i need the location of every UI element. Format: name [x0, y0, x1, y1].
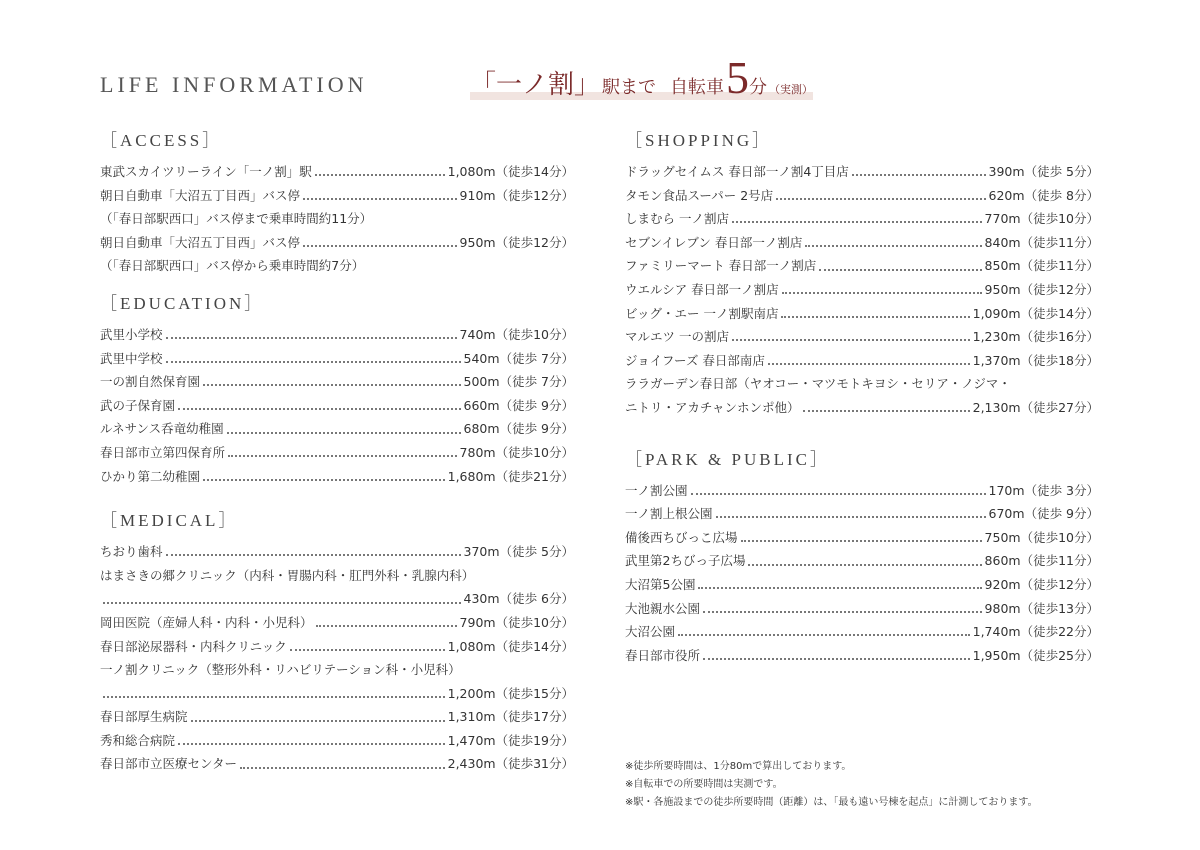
walk-time: （徒歩14分）: [495, 638, 574, 654]
facility-name: ジョイフーズ 春日部南店: [625, 352, 765, 368]
section-title-access: ［ACCESS］: [100, 131, 223, 150]
facility-name: 東武スカイツリーライン「一ノ割」駅: [100, 164, 312, 179]
list-item: [625, 302, 1099, 326]
walk-time: （徒歩25分）: [1020, 647, 1099, 663]
tagline-bike: 自転車: [670, 77, 725, 98]
dot-leader: [748, 563, 981, 566]
distance: 740m: [459, 326, 496, 342]
facility-name: 秀和総合病院: [100, 732, 176, 748]
distance: 1,200m: [447, 685, 496, 701]
list-item: [625, 573, 1099, 597]
distance: 540m: [463, 350, 500, 366]
facility-name: 一ノ割クリニック（整形外科・リハビリテーション科・小児科）: [100, 662, 461, 678]
facility-name: （「春日部駅西口」バス停から乗車時間約7分）: [100, 258, 365, 274]
list-item: [625, 160, 1099, 184]
dot-leader: [303, 197, 457, 200]
facility-name: 朝日自動車「大沼五丁目西」バス停: [100, 234, 301, 250]
dot-leader: [178, 407, 461, 410]
list-item: [100, 254, 574, 278]
distance: 910m: [459, 187, 496, 203]
facility-name: 岡田医院（産婦人科・内科・小児科）: [100, 614, 313, 630]
facility-name: 一ノ割公園: [625, 482, 688, 498]
distance: 790m: [459, 614, 496, 630]
list-item: [625, 254, 1099, 278]
distance: 840m: [984, 234, 1021, 250]
dot-leader: [803, 409, 970, 412]
walk-time: （徒歩 9分）: [499, 397, 574, 413]
distance: 770m: [984, 211, 1021, 227]
distance: 750m: [984, 529, 1021, 545]
facility-name: ドラッグセイムス 春日部一ノ割4丁目店: [625, 164, 849, 179]
facility-name: 春日部泌尿器科・内科クリニック: [100, 638, 287, 654]
walk-time: （徒歩10分）: [495, 614, 574, 630]
walk-time: （徒歩10分）: [495, 326, 574, 342]
dot-leader: [819, 268, 981, 271]
facility-name: 春日部市役所: [625, 647, 701, 663]
dot-leader: [191, 719, 445, 722]
list-item: [625, 479, 1099, 503]
dot-leader: [203, 383, 461, 386]
section-title-education: ［EDUCATION］: [100, 293, 265, 313]
walk-time: （徒歩31分）: [495, 756, 574, 772]
list-item: [625, 526, 1099, 550]
facility-name: 大沼公園: [625, 624, 676, 640]
distance: 850m: [984, 258, 1021, 274]
tagline-minutes: 5: [726, 52, 750, 103]
dot-leader: [315, 173, 445, 176]
list-item: [100, 587, 574, 611]
list-item: [625, 231, 1099, 255]
walk-time: （徒歩15分）: [495, 685, 574, 701]
list-item: [625, 549, 1099, 573]
facility-name: 朝日自動車「大沼五丁目西」バス停: [100, 187, 301, 203]
section-park: [625, 447, 1099, 668]
dot-leader: [166, 553, 461, 556]
dot-leader: [316, 624, 457, 627]
facility-name: しまむら 一ノ割店: [625, 211, 729, 227]
dot-leader: [203, 478, 445, 481]
list-item: [100, 417, 574, 441]
dot-leader: [290, 648, 445, 651]
walk-time: （徒歩10分）: [1020, 529, 1099, 545]
dot-leader: [691, 492, 986, 495]
walk-time: （徒歩27分）: [1020, 399, 1099, 415]
distance: 860m: [984, 553, 1021, 569]
facility-name: セブンイレブン 春日部一ノ割店: [625, 234, 803, 250]
dot-leader: [716, 515, 986, 518]
facility-name: 春日部市立医療センター: [100, 756, 238, 772]
facility-name: ひかり第二幼稚園: [100, 468, 201, 484]
dot-leader: [732, 338, 970, 341]
list-item: [100, 207, 574, 231]
list-item: [100, 347, 574, 371]
facility-name: 春日部市立第四保育所: [100, 444, 226, 460]
distance: 370m: [463, 544, 500, 560]
dot-leader: [732, 220, 982, 223]
list-item: [625, 184, 1099, 208]
list-item: [625, 278, 1099, 302]
walk-time: （徒歩 8分）: [1024, 187, 1099, 203]
distance: 1,740m: [972, 624, 1021, 640]
list-item: [100, 658, 574, 682]
distance: 950m: [984, 281, 1021, 297]
walk-time: （徒歩12分）: [1020, 281, 1099, 297]
list-item: [625, 502, 1099, 526]
walk-time: （徒歩19分）: [495, 732, 574, 748]
list-item: [100, 184, 574, 208]
section-medical: [100, 508, 574, 776]
station-name: 「一ノ割」: [470, 70, 601, 100]
footnote: ※駅・各施設までの徒歩所要時間（距離）は、「最も遠い号棟を起点」に計測しております。: [625, 797, 1038, 808]
right-column: [625, 128, 1099, 667]
page-title: LIFE INFORMATION: [100, 72, 368, 97]
facility-name: ララガーデン春日部（ヤオコー・マツモトキヨシ・セリア・ノジマ・: [625, 376, 1011, 392]
distance: 1,310m: [447, 709, 496, 725]
section-access: [100, 128, 574, 278]
facility-name: 武里中学校: [100, 350, 163, 366]
list-item: [100, 729, 574, 753]
footnote: ※徒歩所要時間は、1分80mで算出しております。: [625, 761, 852, 772]
bike-time-tagline: [470, 52, 814, 103]
distance: 1,680m: [447, 468, 496, 484]
dot-leader: [166, 336, 457, 339]
walk-time: （徒歩11分）: [1020, 258, 1099, 274]
walk-time: （徒歩 7分）: [499, 374, 574, 390]
list-item: [100, 564, 574, 588]
facility-name: 大池親水公園: [625, 600, 701, 616]
dot-leader: [678, 633, 970, 636]
tagline-note: （実測）: [769, 83, 814, 96]
dot-leader: [103, 695, 445, 698]
facility-name: 武里小学校: [100, 326, 163, 342]
list-item: [100, 540, 574, 564]
list-item: [625, 396, 1099, 420]
list-item: [100, 370, 574, 394]
dot-leader: [776, 197, 985, 200]
tagline-made: 駅まで: [602, 77, 657, 98]
facility-name: ビッグ・エー 一ノ割駅南店: [625, 305, 779, 321]
walk-time: （徒歩10分）: [495, 444, 574, 460]
walk-time: （徒歩 3分）: [1024, 482, 1099, 498]
walk-time: （徒歩14分）: [495, 164, 574, 179]
walk-time: （徒歩21分）: [495, 468, 574, 484]
walk-time: （徒歩10分）: [1020, 211, 1099, 227]
distance: 390m: [988, 164, 1025, 179]
section-title-shopping: ［SHOPPING］: [625, 131, 773, 150]
dot-leader: [698, 586, 981, 589]
walk-time: （徒歩11分）: [1020, 234, 1099, 250]
walk-time: （徒歩 7分）: [499, 350, 574, 366]
footnote: ※自転車での所要時間は実測です。: [625, 779, 783, 790]
walk-time: （徒歩12分）: [495, 187, 574, 203]
facility-name: ウエルシア 春日部一ノ割店: [625, 281, 779, 297]
distance: 430m: [463, 591, 500, 607]
distance: 620m: [988, 187, 1025, 203]
list-item: [100, 635, 574, 659]
dot-leader: [852, 173, 986, 176]
list-item: [625, 372, 1099, 396]
walk-time: （徒歩 5分）: [499, 544, 574, 560]
distance: 1,080m: [447, 164, 496, 179]
walk-time: （徒歩22分）: [1020, 624, 1099, 640]
section-shopping: [625, 128, 1099, 420]
list-item: [100, 682, 574, 706]
list-item: [625, 644, 1099, 668]
walk-time: （徒歩11分）: [1020, 553, 1099, 569]
list-item: [100, 394, 574, 418]
distance: 670m: [988, 506, 1025, 522]
dot-leader: [303, 244, 457, 247]
facility-name: 武里第2ちびっ子広場: [625, 553, 746, 569]
dot-leader: [782, 291, 982, 294]
list-item: [625, 620, 1099, 644]
dot-leader: [228, 454, 457, 457]
walk-time: （徒歩 9分）: [1024, 506, 1099, 522]
walk-time: （徒歩 5分）: [1024, 164, 1099, 179]
distance: 680m: [463, 421, 500, 437]
walk-time: （徒歩18分）: [1020, 352, 1099, 368]
distance: 2,430m: [447, 756, 496, 772]
dot-leader: [703, 657, 970, 660]
left-column: [100, 128, 574, 776]
walk-time: （徒歩17分）: [495, 709, 574, 725]
facility-name: マルエツ 一の割店: [625, 329, 729, 345]
section-title-park: ［PARK & PUBLIC］: [625, 449, 830, 469]
dot-leader: [240, 766, 445, 769]
list-item: [100, 611, 574, 635]
facility-name: 春日部厚生病院: [100, 709, 188, 725]
walk-time: （徒歩12分）: [495, 234, 574, 250]
distance: 2,130m: [972, 399, 1021, 415]
list-item: [100, 705, 574, 729]
facility-name: ニトリ・アカチャンホンポ他）: [625, 399, 800, 415]
distance: 660m: [463, 397, 500, 413]
facility-name: タモン食品スーパー 2号店: [625, 187, 774, 203]
list-item: [100, 160, 574, 184]
dot-leader: [781, 315, 969, 318]
list-item: [625, 597, 1099, 621]
section-education: [100, 291, 574, 488]
walk-time: （徒歩 9分）: [499, 421, 574, 437]
distance: 950m: [459, 234, 496, 250]
list-item: [100, 323, 574, 347]
walk-time: （徒歩 6分）: [499, 591, 574, 607]
dot-leader: [768, 362, 970, 365]
list-item: [625, 325, 1099, 349]
list-item: [100, 465, 574, 489]
dot-leader: [805, 244, 981, 247]
dot-leader: [227, 431, 461, 434]
dot-leader: [703, 610, 982, 613]
walk-time: （徒歩13分）: [1020, 600, 1099, 616]
distance: 1,230m: [972, 329, 1021, 345]
list-item: [100, 441, 574, 465]
facility-name: 大沼第5公園: [625, 576, 696, 592]
distance: 1,370m: [972, 352, 1021, 368]
distance: 1,090m: [972, 305, 1021, 321]
dot-leader: [103, 601, 461, 604]
list-item: [625, 349, 1099, 373]
list-item: [100, 231, 574, 255]
dot-leader: [166, 360, 461, 363]
distance: 780m: [459, 444, 496, 460]
facility-name: 武の子保育園: [100, 397, 176, 413]
facility-name: ルネサンス呑竜幼稚園: [100, 421, 224, 437]
walk-time: （徒歩14分）: [1020, 305, 1099, 321]
facility-name: 備後西ちびっこ広場: [625, 529, 738, 545]
distance: 980m: [984, 600, 1021, 616]
dot-leader: [741, 539, 982, 542]
walk-time: （徒歩16分）: [1020, 329, 1099, 345]
section-title-medical: ［MEDICAL］: [100, 511, 239, 531]
facility-name: ファミリーマート 春日部一ノ割店: [625, 258, 817, 274]
tagline-unit: 分: [749, 77, 768, 98]
facility-name: 一の割自然保育園: [100, 374, 201, 390]
facility-name: ちおり歯科: [100, 544, 163, 560]
facility-name: 一ノ割上根公園: [625, 506, 713, 522]
footnotes: [625, 758, 1038, 812]
distance: 920m: [984, 576, 1021, 592]
list-item: [100, 752, 574, 776]
distance: 1,950m: [972, 647, 1021, 663]
dot-leader: [178, 742, 445, 745]
distance: 170m: [988, 482, 1025, 498]
facility-name: （「春日部駅西口」バス停まで乗車時間約11分）: [100, 211, 373, 227]
distance: 1,080m: [447, 638, 496, 654]
distance: 500m: [463, 374, 500, 390]
distance: 1,470m: [447, 732, 496, 748]
walk-time: （徒歩12分）: [1020, 576, 1099, 592]
facility-name: はまさきの郷クリニック（内科・胃腸内科・肛門外科・乳腺内科）: [100, 567, 475, 583]
list-item: [625, 207, 1099, 231]
